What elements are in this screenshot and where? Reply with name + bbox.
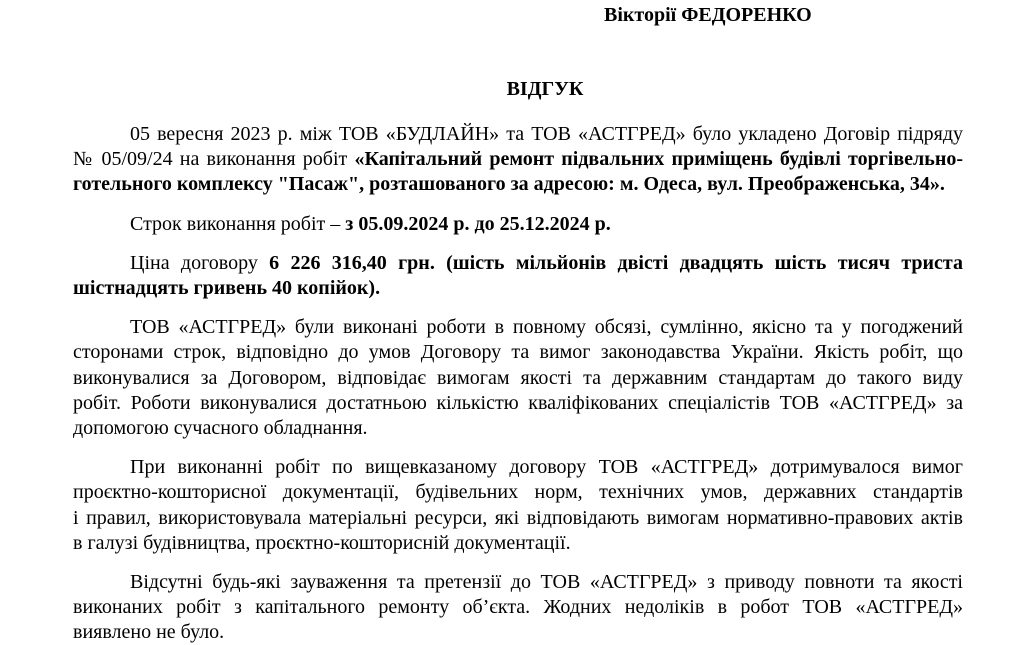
bold-text-segment: з 05.09.2024 р. до 25.12.2024 р. [345, 212, 611, 235]
text-segment: робіт. Роботи виконувалися достатньою кількістю кваліфікованих спеціалістів ТОВ «АСТГРЕД» за [73, 391, 963, 414]
text-line [73, 506, 963, 531]
text-segment: проєктно-кошторисної документації, будівельних норм, технічних умов, державних стандартів [73, 481, 963, 504]
text-segment: № 05/09/24 на виконання робіт [73, 148, 355, 171]
bold-text-segment: готельного комплексу "Пасаж", розташованого за адресою: м. Одеса, вул. Преображенська, 34». [73, 173, 945, 196]
text-line [73, 570, 963, 595]
paragraph [73, 315, 963, 441]
text-line [73, 122, 963, 147]
paragraph [73, 570, 963, 645]
text-line [73, 212, 963, 237]
paragraph [73, 251, 963, 301]
text-line [73, 147, 963, 172]
text-line [73, 455, 963, 480]
text-segment: Строк виконання робіт – [130, 212, 346, 235]
text-line [73, 276, 963, 301]
paragraph [73, 455, 963, 556]
paragraph [73, 122, 963, 198]
text-segment: допомогою сучасного обладнання. [73, 417, 368, 440]
document-body [73, 122, 963, 645]
text-line [73, 251, 963, 276]
text-line [73, 340, 963, 365]
text-line [73, 531, 963, 556]
text-line [73, 172, 963, 197]
text-line [73, 366, 963, 391]
bold-text-segment: «Капітальний ремонт підвальних приміщень будівлі торгівельно- [354, 148, 963, 171]
text-segment: в галузі будівництва, проєктно-кошторисній документації. [73, 531, 571, 554]
paragraph [73, 212, 963, 237]
bold-text-segment: 6 226 316,40 грн. (шість мільйонів двісті двадцять шість тисяч триста [269, 251, 963, 274]
text-segment: При виконанні робіт по вищевказаному договору ТОВ «АСТГРЕД» дотримувалося вимог [130, 456, 963, 479]
text-segment: ТОВ «АСТГРЕД» були виконані роботи в повному обсязі, сумлінно, якісно та у погоджений [130, 316, 963, 339]
bold-text-segment: шістнадцять гривень 40 копійок). [73, 277, 381, 300]
document-title: ВІДГУК [506, 78, 584, 100]
text-segment: і правил, використовувала матеріальні ресурси, які відповідають вимогам нормативно-правових актів [73, 506, 963, 529]
text-line [73, 315, 963, 340]
text-segment: виконаних робіт з капітального ремонту об’єкта. Жодних недоліків в робот ТОВ «АСТГРЕД» [73, 596, 963, 619]
text-segment: виявлено не було. [73, 621, 225, 644]
text-segment: виконувалися за Договором, відповідає вимогам якості та державним стандартам до такого виду [73, 366, 963, 389]
text-line [73, 391, 963, 416]
text-segment: сторонами строк, відповідно до умов Договору та вимог законодавства України. Якість робіт, що [73, 341, 963, 364]
text-segment: Відсутні будь-які зауваження та претензії до ТОВ «АСТГРЕД» з приводу повноти та якості [130, 571, 963, 594]
text-line [73, 416, 963, 441]
text-line [73, 480, 963, 505]
text-segment: 05 вересня 2023 р. між ТОВ «БУДЛАЙН» та ТОВ «АСТГРЕД» було укладено Договір підряду [130, 123, 963, 145]
text-line [73, 595, 963, 620]
text-line [73, 620, 963, 645]
text-segment: Ціна договору [130, 251, 270, 274]
addressee-name: Вікторії ФЕДОРЕНКО [604, 4, 812, 26]
